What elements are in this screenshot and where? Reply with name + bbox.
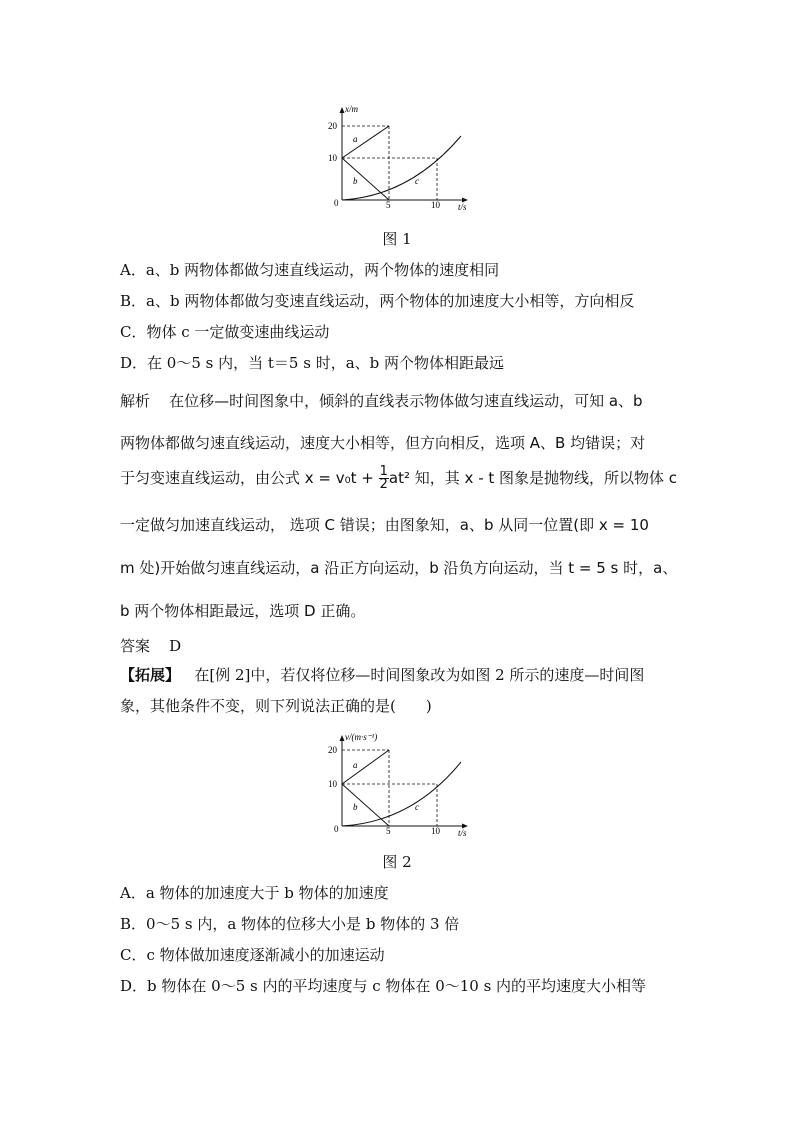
x-tick-5: 5: [386, 826, 391, 836]
x-axis-label: t/s: [458, 828, 467, 838]
analysis-line-1: [120, 390, 643, 411]
figure-2: [320, 728, 480, 846]
q2-option-d: D．b 物体在 0～5 s 内的平均速度与 c 物体在 0～10 s 内的平均速度大小相等: [120, 977, 647, 995]
answer-line: [120, 635, 181, 656]
figure-2-caption: 图 2: [382, 853, 412, 871]
x-tick-10: 10: [431, 200, 440, 210]
label-a: a: [353, 760, 358, 770]
label-c: c: [415, 802, 419, 812]
analysis-text-1: 在位移—时间图象中，倾斜的直线表示物体做匀速直线运动，可知 a、b: [169, 392, 643, 410]
y-tick-10: 10: [328, 779, 337, 789]
y-tick-10: 10: [328, 153, 337, 163]
extension-text-1: 在[例 2]中，若仅将位移—时间图象改为如图 2 所示的速度—时间图: [194, 666, 645, 684]
analysis-line-5: m 处)开始做匀速直线运动，a 沿正方向运动，b 沿负方向运动，当 t = 5 s 时，a、: [120, 559, 678, 577]
line-b: [342, 784, 389, 826]
y-tick-20: 20: [328, 121, 337, 131]
fraction-half: [379, 466, 389, 491]
analysis-line-2: 两物体都做匀速直线运动，速度大小相等，但方向相反，选项 A、B 均错误；对: [120, 434, 646, 452]
answer-value: D: [169, 637, 182, 655]
label-c: c: [415, 176, 419, 186]
origin-label: 0: [334, 198, 339, 208]
x-tick-5: 5: [386, 200, 391, 210]
q1-option-a: A．a、b 两物体都做匀速直线运动，两个物体的速度相同: [120, 261, 500, 279]
fraction-denominator: 2: [379, 477, 388, 492]
figure-1-graph: [320, 100, 480, 218]
analysis-text-3b: at² 知，其 x - t 图象是抛物线，所以物体 c: [388, 469, 678, 487]
analysis-label: 解析: [120, 392, 151, 410]
y-axis-arrow: [340, 735, 345, 741]
figure-1-caption: 图 1: [382, 230, 412, 248]
label-a: a: [353, 134, 358, 144]
extension-line-2: 象，其他条件不变，则下列说法正确的是( ): [120, 697, 432, 715]
q2-option-c: C．c 物体做加速度逐渐减小的加速运动: [120, 946, 385, 964]
q1-option-d: D．在 0～5 s 内，当 t＝5 s 时，a、b 两个物体相距最远: [120, 354, 505, 372]
y-axis-label: v/(m·s⁻¹): [345, 732, 378, 742]
q2-option-b: B．0～5 s 内，a 物体的位移大小是 b 物体的 3 倍: [120, 915, 460, 933]
analysis-line-4: 一定做匀加速直线运动， 选项 C 错误；由图象知，a、b 从同一位置(即 x = 10: [120, 516, 649, 534]
x-tick-10: 10: [431, 826, 440, 836]
label-b: b: [353, 802, 358, 812]
analysis-line-6: b 两个物体相距最远，选项 D 正确。: [120, 602, 366, 620]
origin-label: 0: [334, 824, 339, 834]
figure-1: [320, 100, 480, 218]
extension-line-1: [120, 664, 644, 685]
line-a: [342, 126, 389, 158]
line-a: [342, 750, 389, 784]
y-tick-20: 20: [328, 745, 337, 755]
figure-2-graph: [320, 728, 480, 846]
label-b: b: [353, 176, 358, 186]
q1-option-b: B．a、b 两物体都做匀变速直线运动，两个物体的加速度大小相等，方向相反: [120, 292, 635, 310]
y-axis-label: x/m: [345, 104, 358, 114]
q2-option-a: A．a 物体的加速度大于 b 物体的加速度: [120, 884, 389, 902]
q1-option-c: C．物体 c 一定做变速曲线运动: [120, 323, 330, 341]
y-axis-arrow: [340, 107, 345, 113]
answer-label: 答案: [120, 637, 151, 655]
fraction-numerator: 1: [379, 464, 388, 479]
analysis-text-3a: 于匀变速直线运动，由公式 x = v₀t +: [120, 469, 379, 487]
x-axis-label: t/s: [458, 202, 467, 212]
line-b: [342, 158, 389, 200]
analysis-line-3: [120, 466, 677, 491]
extension-label: 【拓展】: [120, 666, 181, 684]
